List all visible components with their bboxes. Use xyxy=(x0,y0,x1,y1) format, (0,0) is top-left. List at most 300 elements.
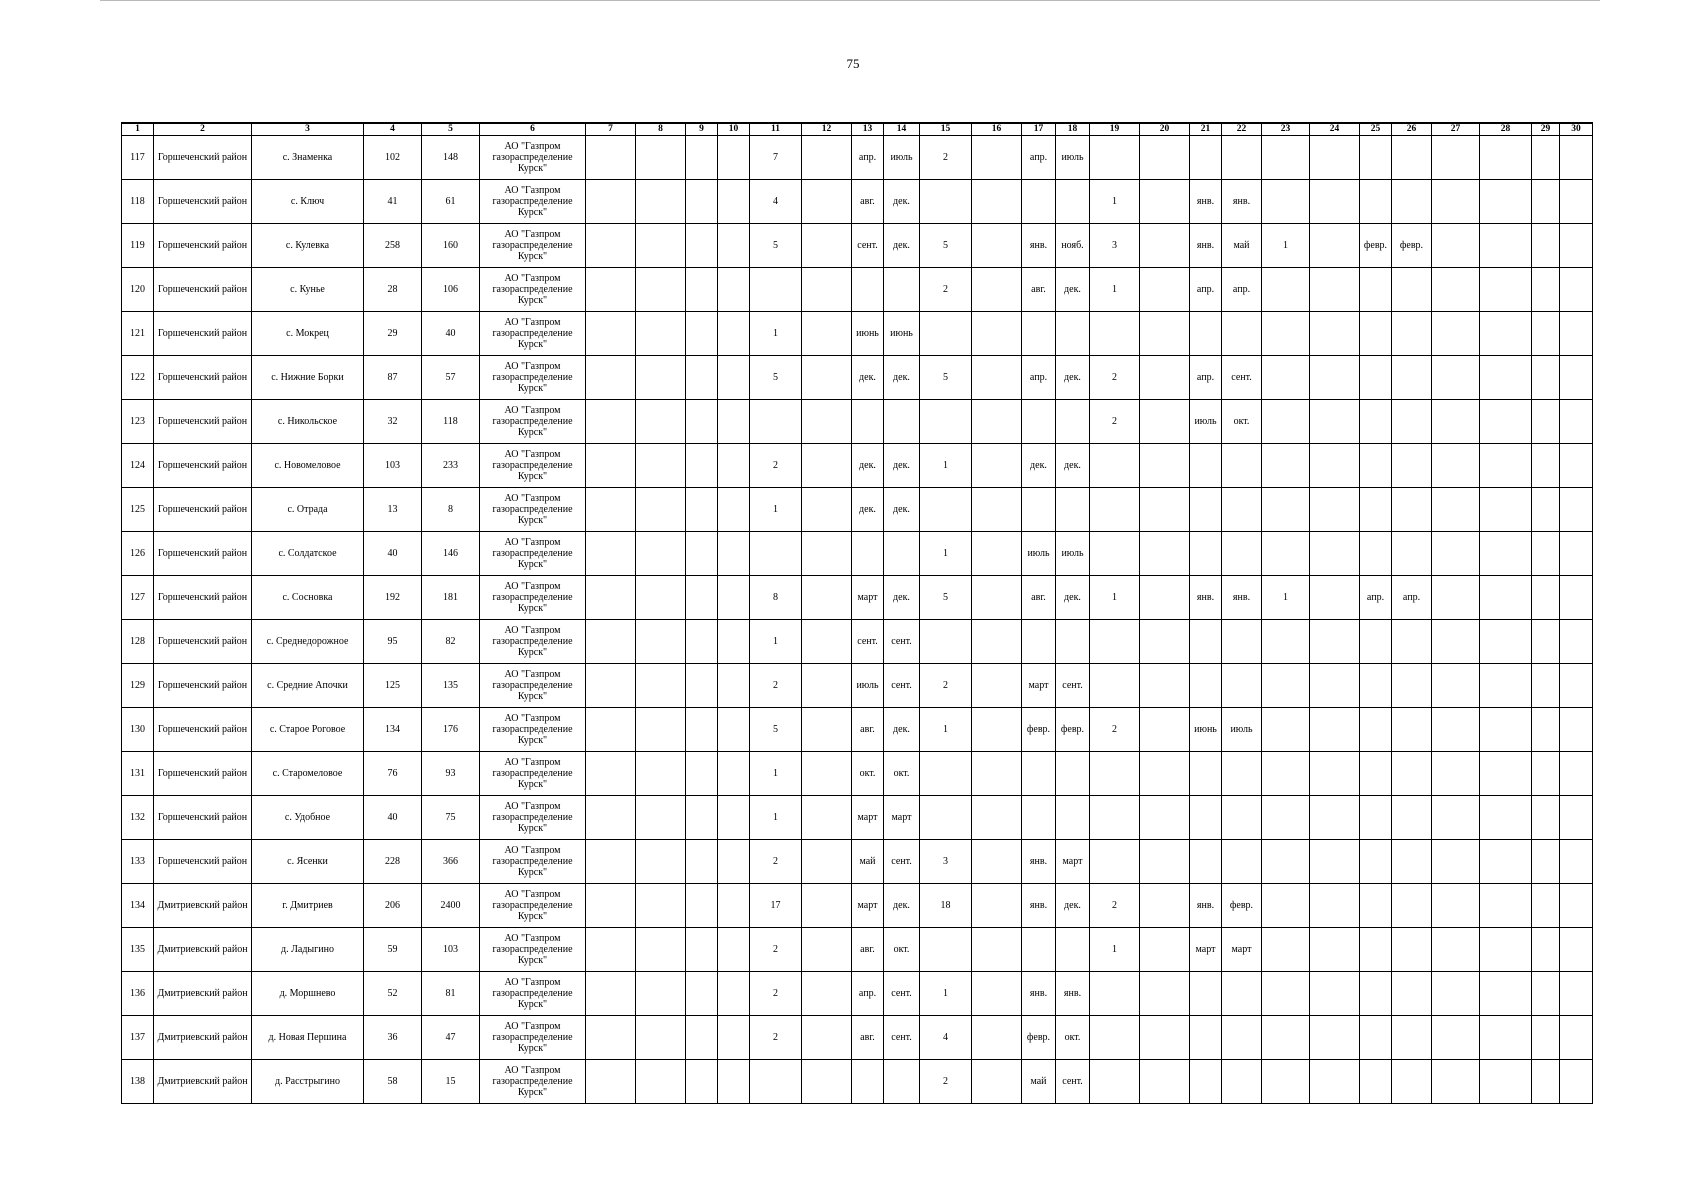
table-cell xyxy=(1532,312,1560,356)
table-cell: 2 xyxy=(1090,884,1140,928)
table-row xyxy=(122,180,1593,224)
district-cell: Дмитриевский район xyxy=(154,972,252,1016)
count-cell: 15 xyxy=(422,1060,480,1104)
table-cell xyxy=(586,312,636,356)
table-cell: окт. xyxy=(852,752,884,796)
table-cell xyxy=(802,928,852,972)
table-cell: окт. xyxy=(884,752,920,796)
table-cell: июль xyxy=(1022,532,1056,576)
table-cell xyxy=(1532,884,1560,928)
district-cell: Горшеченский район xyxy=(154,312,252,356)
row-number-cell: 134 xyxy=(122,884,154,928)
table-cell xyxy=(1262,928,1310,972)
table-cell xyxy=(1222,620,1262,664)
table-cell xyxy=(1140,884,1190,928)
table-cell xyxy=(1262,840,1310,884)
count-cell: 13 xyxy=(364,488,422,532)
table-cell xyxy=(1532,488,1560,532)
table-cell xyxy=(920,488,972,532)
table-cell: апр. xyxy=(1022,136,1056,180)
settlement-cell: с. Нижние Борки xyxy=(252,356,364,400)
table-cell xyxy=(586,400,636,444)
count-cell: 228 xyxy=(364,840,422,884)
table-cell xyxy=(1392,752,1432,796)
table-cell xyxy=(1532,532,1560,576)
table-row xyxy=(122,752,1593,796)
table-cell xyxy=(1222,444,1262,488)
table-cell: дек. xyxy=(884,576,920,620)
table-cell xyxy=(1310,444,1360,488)
table-cell xyxy=(1222,136,1262,180)
table-cell xyxy=(972,708,1022,752)
table-cell xyxy=(1190,136,1222,180)
table-cell xyxy=(972,1016,1022,1060)
table-cell xyxy=(1432,708,1480,752)
table-cell xyxy=(972,356,1022,400)
table-cell xyxy=(718,268,750,312)
table-cell xyxy=(1432,620,1480,664)
table-cell xyxy=(1392,268,1432,312)
table-cell xyxy=(1560,312,1593,356)
table-cell xyxy=(1140,180,1190,224)
table-cell xyxy=(802,400,852,444)
table-cell: дек. xyxy=(1056,884,1090,928)
table-cell xyxy=(1532,1016,1560,1060)
table-cell xyxy=(1262,884,1310,928)
table-cell xyxy=(586,444,636,488)
table-cell xyxy=(1190,840,1222,884)
table-cell xyxy=(718,488,750,532)
table-cell xyxy=(636,224,686,268)
table-cell xyxy=(1432,840,1480,884)
table-cell: нояб. xyxy=(1056,224,1090,268)
table-cell xyxy=(718,532,750,576)
count-cell: 40 xyxy=(422,312,480,356)
table-cell xyxy=(636,972,686,1016)
table-cell xyxy=(1560,532,1593,576)
table-cell xyxy=(1360,708,1392,752)
table-cell xyxy=(718,708,750,752)
table-cell xyxy=(1262,356,1310,400)
organization-cell: АО "Газпром газораспределение Курск" xyxy=(480,664,586,708)
table-cell: 2 xyxy=(750,444,802,488)
table-row xyxy=(122,708,1593,752)
table-cell: май xyxy=(1022,1060,1056,1104)
table-cell xyxy=(884,268,920,312)
row-number-cell: 124 xyxy=(122,444,154,488)
table-cell: 1 xyxy=(1262,224,1310,268)
count-cell: 103 xyxy=(364,444,422,488)
table-cell xyxy=(1090,840,1140,884)
column-number: 10 xyxy=(718,123,750,136)
district-cell: Горшеченский район xyxy=(154,576,252,620)
table-cell: 1 xyxy=(1090,180,1140,224)
table-cell xyxy=(1090,444,1140,488)
table-cell xyxy=(1480,532,1532,576)
table-cell: сент. xyxy=(1222,356,1262,400)
organization-cell: АО "Газпром газораспределение Курск" xyxy=(480,620,586,664)
row-number-cell: 123 xyxy=(122,400,154,444)
table-cell xyxy=(636,400,686,444)
table-cell xyxy=(1310,312,1360,356)
table-cell xyxy=(1190,796,1222,840)
table-cell xyxy=(1360,928,1392,972)
table-cell xyxy=(1480,312,1532,356)
table-cell xyxy=(1310,664,1360,708)
table-cell xyxy=(802,620,852,664)
table-cell xyxy=(1262,488,1310,532)
count-cell: 40 xyxy=(364,532,422,576)
table-cell xyxy=(636,1016,686,1060)
table-cell: июль xyxy=(1222,708,1262,752)
table-cell xyxy=(636,664,686,708)
row-number-cell: 125 xyxy=(122,488,154,532)
table-cell: 1 xyxy=(1090,576,1140,620)
organization-cell: АО "Газпром газораспределение Курск" xyxy=(480,576,586,620)
table-cell xyxy=(1262,268,1310,312)
table-cell: дек. xyxy=(884,708,920,752)
table-cell xyxy=(1022,180,1056,224)
table-cell xyxy=(1432,752,1480,796)
settlement-cell: с. Ясенки xyxy=(252,840,364,884)
table-cell xyxy=(1392,532,1432,576)
table-cell xyxy=(1432,796,1480,840)
table-cell xyxy=(1262,972,1310,1016)
table-cell xyxy=(920,620,972,664)
table-cell xyxy=(1532,576,1560,620)
district-cell: Горшеченский район xyxy=(154,796,252,840)
table-cell xyxy=(686,576,718,620)
table-cell: 5 xyxy=(750,356,802,400)
table-cell xyxy=(1090,136,1140,180)
table-row xyxy=(122,356,1593,400)
district-cell: Горшеченский район xyxy=(154,840,252,884)
table-row xyxy=(122,928,1593,972)
table-cell xyxy=(686,708,718,752)
table-cell: сент. xyxy=(884,620,920,664)
table-cell: 8 xyxy=(750,576,802,620)
table-cell xyxy=(1432,884,1480,928)
table-cell xyxy=(852,268,884,312)
table-cell xyxy=(802,268,852,312)
table-cell xyxy=(1432,356,1480,400)
row-number-cell: 138 xyxy=(122,1060,154,1104)
table-cell: 5 xyxy=(920,356,972,400)
count-cell: 148 xyxy=(422,136,480,180)
table-cell: янв. xyxy=(1022,224,1056,268)
table-cell xyxy=(718,1016,750,1060)
table-cell: февр. xyxy=(1056,708,1090,752)
table-cell xyxy=(750,400,802,444)
table-cell xyxy=(972,620,1022,664)
organization-cell: АО "Газпром газораспределение Курск" xyxy=(480,444,586,488)
table-cell xyxy=(1310,796,1360,840)
table-row xyxy=(122,312,1593,356)
table-cell xyxy=(1432,972,1480,1016)
column-number: 25 xyxy=(1360,123,1392,136)
table-cell xyxy=(1090,312,1140,356)
table-cell xyxy=(1432,224,1480,268)
table-cell xyxy=(1090,664,1140,708)
table-cell xyxy=(586,1016,636,1060)
table-cell xyxy=(1140,576,1190,620)
row-number-cell: 133 xyxy=(122,840,154,884)
count-cell: 32 xyxy=(364,400,422,444)
table-cell xyxy=(1022,312,1056,356)
table-cell xyxy=(852,1060,884,1104)
table-cell xyxy=(1560,576,1593,620)
table-cell xyxy=(1560,400,1593,444)
table-cell xyxy=(1480,620,1532,664)
table-cell xyxy=(1392,972,1432,1016)
table-cell xyxy=(1392,840,1432,884)
table-cell xyxy=(1140,268,1190,312)
table-cell: апр. xyxy=(1392,576,1432,620)
table-cell xyxy=(750,268,802,312)
table-cell: дек. xyxy=(884,884,920,928)
table-cell xyxy=(1310,400,1360,444)
column-number: 4 xyxy=(364,123,422,136)
table-cell xyxy=(718,180,750,224)
table-cell xyxy=(1392,312,1432,356)
settlement-cell: с. Отрада xyxy=(252,488,364,532)
table-cell xyxy=(1310,752,1360,796)
table-cell xyxy=(1140,1060,1190,1104)
table-cell: 5 xyxy=(750,224,802,268)
table-cell xyxy=(1360,268,1392,312)
table-cell xyxy=(1140,356,1190,400)
table-cell xyxy=(920,928,972,972)
table-cell xyxy=(802,796,852,840)
table-cell xyxy=(1140,708,1190,752)
table-cell xyxy=(1056,928,1090,972)
table-cell xyxy=(802,180,852,224)
table-cell: дек. xyxy=(852,356,884,400)
table-cell xyxy=(686,840,718,884)
settlement-cell: с. Удобное xyxy=(252,796,364,840)
table-cell xyxy=(884,1060,920,1104)
table-cell xyxy=(972,1060,1022,1104)
table-cell xyxy=(686,1016,718,1060)
count-cell: 181 xyxy=(422,576,480,620)
table-cell: окт. xyxy=(1056,1016,1090,1060)
row-number-cell: 126 xyxy=(122,532,154,576)
settlement-cell: с. Знаменка xyxy=(252,136,364,180)
table-cell: янв. xyxy=(1022,972,1056,1016)
table-cell xyxy=(1140,752,1190,796)
organization-cell: АО "Газпром газораспределение Курск" xyxy=(480,840,586,884)
column-number: 24 xyxy=(1310,123,1360,136)
table-cell xyxy=(1480,356,1532,400)
column-number: 22 xyxy=(1222,123,1262,136)
table-cell: 1 xyxy=(750,620,802,664)
table-cell xyxy=(1090,1060,1140,1104)
table-cell xyxy=(686,796,718,840)
count-cell: 36 xyxy=(364,1016,422,1060)
table-row xyxy=(122,664,1593,708)
count-cell: 125 xyxy=(364,664,422,708)
organization-cell: АО "Газпром газораспределение Курск" xyxy=(480,708,586,752)
table-cell: июнь xyxy=(884,312,920,356)
count-cell: 58 xyxy=(364,1060,422,1104)
row-number-cell: 122 xyxy=(122,356,154,400)
settlement-cell: с. Старомеловое xyxy=(252,752,364,796)
table-cell: янв. xyxy=(1190,884,1222,928)
table-cell xyxy=(1432,1060,1480,1104)
table-cell xyxy=(1056,620,1090,664)
table-cell xyxy=(1262,664,1310,708)
count-cell: 233 xyxy=(422,444,480,488)
table-cell xyxy=(920,752,972,796)
table-cell xyxy=(802,1060,852,1104)
table-cell xyxy=(1392,620,1432,664)
table-cell xyxy=(802,664,852,708)
table-cell xyxy=(1432,180,1480,224)
table-cell xyxy=(1056,180,1090,224)
table-cell xyxy=(686,400,718,444)
table-cell: 2 xyxy=(1090,708,1140,752)
table-cell xyxy=(1222,312,1262,356)
row-number-cell: 128 xyxy=(122,620,154,664)
table-cell xyxy=(1310,532,1360,576)
table-cell xyxy=(1360,840,1392,884)
table-cell xyxy=(1310,972,1360,1016)
table-cell xyxy=(1560,752,1593,796)
table-cell: дек. xyxy=(1056,444,1090,488)
table-cell xyxy=(1480,224,1532,268)
table-cell xyxy=(586,884,636,928)
table-cell xyxy=(1360,356,1392,400)
count-cell: 81 xyxy=(422,972,480,1016)
table-cell xyxy=(686,972,718,1016)
table-row xyxy=(122,796,1593,840)
row-number-cell: 127 xyxy=(122,576,154,620)
table-cell xyxy=(1140,532,1190,576)
table-cell: 2 xyxy=(750,928,802,972)
table-cell xyxy=(1310,840,1360,884)
table-cell: 4 xyxy=(920,1016,972,1060)
table-cell xyxy=(586,224,636,268)
table-cell: авг. xyxy=(852,180,884,224)
table-cell xyxy=(718,972,750,1016)
settlement-cell: д. Моршнево xyxy=(252,972,364,1016)
table-cell xyxy=(920,400,972,444)
column-number: 2 xyxy=(154,123,252,136)
district-cell: Горшеченский район xyxy=(154,224,252,268)
table-cell xyxy=(1392,488,1432,532)
table-cell xyxy=(636,532,686,576)
table-cell: март xyxy=(852,796,884,840)
table-cell: 1 xyxy=(750,796,802,840)
count-cell: 258 xyxy=(364,224,422,268)
table-cell xyxy=(1190,532,1222,576)
table-cell xyxy=(1140,400,1190,444)
table-cell xyxy=(636,576,686,620)
table-cell xyxy=(1360,444,1392,488)
table-cell: дек. xyxy=(884,224,920,268)
table-cell xyxy=(1056,796,1090,840)
count-cell: 2400 xyxy=(422,884,480,928)
column-number: 5 xyxy=(422,123,480,136)
table-cell xyxy=(586,708,636,752)
table-cell xyxy=(1360,1060,1392,1104)
row-number-cell: 132 xyxy=(122,796,154,840)
table-cell: 7 xyxy=(750,136,802,180)
organization-cell: АО "Газпром газораспределение Курск" xyxy=(480,884,586,928)
table-cell xyxy=(1262,444,1310,488)
table-cell xyxy=(1560,796,1593,840)
table-cell: март xyxy=(852,884,884,928)
table-cell xyxy=(802,972,852,1016)
count-cell: 118 xyxy=(422,400,480,444)
table-cell xyxy=(1190,1060,1222,1104)
table-cell: сент. xyxy=(852,224,884,268)
table-cell: февр. xyxy=(1360,224,1392,268)
table-cell xyxy=(1090,532,1140,576)
count-cell: 52 xyxy=(364,972,422,1016)
column-number: 20 xyxy=(1140,123,1190,136)
table-cell: июнь xyxy=(1190,708,1222,752)
table-cell xyxy=(1480,708,1532,752)
table-cell: февр. xyxy=(1022,708,1056,752)
table-cell xyxy=(802,312,852,356)
row-number-cell: 121 xyxy=(122,312,154,356)
table-cell xyxy=(802,576,852,620)
table-cell: апр. xyxy=(1022,356,1056,400)
table-cell xyxy=(1360,400,1392,444)
table-cell xyxy=(1140,664,1190,708)
table-cell xyxy=(1140,224,1190,268)
table-cell xyxy=(1262,136,1310,180)
table-cell xyxy=(1532,752,1560,796)
settlement-cell: с. Старое Роговое xyxy=(252,708,364,752)
table-cell xyxy=(586,268,636,312)
table-cell xyxy=(972,532,1022,576)
table-cell xyxy=(1360,620,1392,664)
column-number: 12 xyxy=(802,123,852,136)
settlement-cell: с. Мокрец xyxy=(252,312,364,356)
count-cell: 47 xyxy=(422,1016,480,1060)
table-row xyxy=(122,1016,1593,1060)
table-cell xyxy=(586,136,636,180)
table-cell xyxy=(1532,708,1560,752)
table-cell xyxy=(1140,928,1190,972)
table-cell: 2 xyxy=(750,972,802,1016)
district-cell: Дмитриевский район xyxy=(154,1060,252,1104)
table-cell xyxy=(686,444,718,488)
table-cell xyxy=(586,664,636,708)
column-number: 16 xyxy=(972,123,1022,136)
table-cell xyxy=(718,224,750,268)
table-cell: сент. xyxy=(1056,664,1090,708)
table-cell xyxy=(1140,444,1190,488)
table-cell xyxy=(1432,488,1480,532)
table-cell xyxy=(972,972,1022,1016)
table-cell xyxy=(718,444,750,488)
table-cell xyxy=(1392,444,1432,488)
table-cell xyxy=(1022,620,1056,664)
count-cell: 160 xyxy=(422,224,480,268)
table-cell: март xyxy=(1056,840,1090,884)
table-cell xyxy=(1190,620,1222,664)
table-cell: янв. xyxy=(1222,576,1262,620)
table-cell xyxy=(636,180,686,224)
table-cell xyxy=(686,752,718,796)
table-cell xyxy=(636,884,686,928)
count-cell: 76 xyxy=(364,752,422,796)
table-cell xyxy=(802,356,852,400)
table-cell xyxy=(1090,752,1140,796)
